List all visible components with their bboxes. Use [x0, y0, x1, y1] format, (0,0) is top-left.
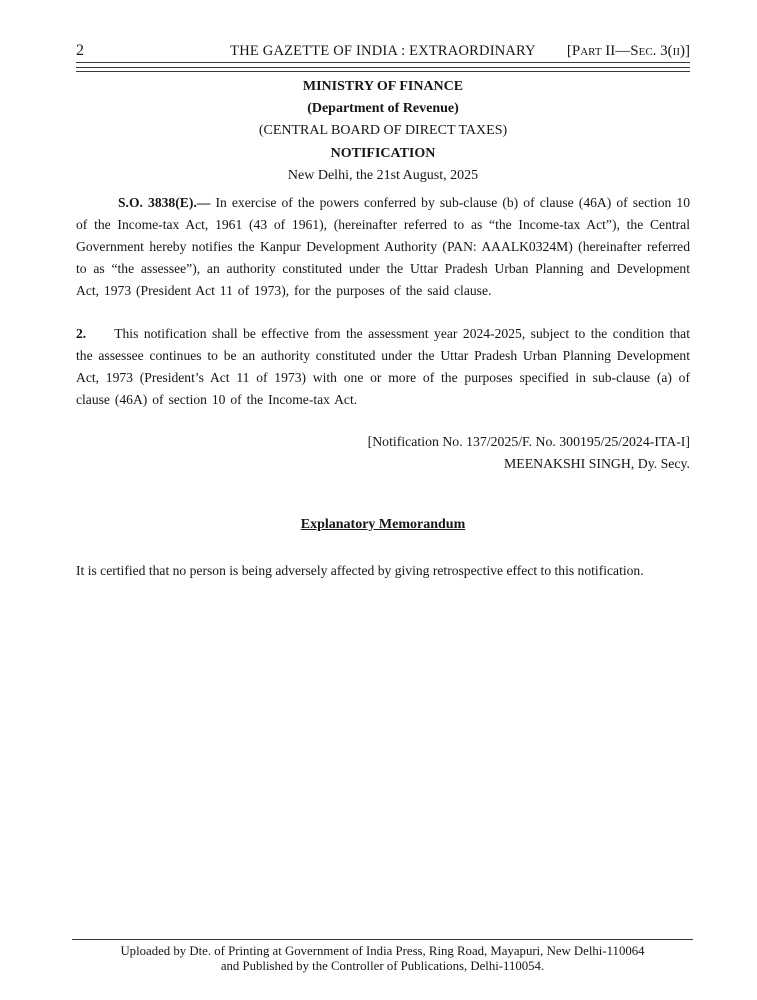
- signatory: MEENAKSHI SINGH, Dy. Secy.: [504, 456, 690, 471]
- part-section-ref: [Part II—Sec. 3(ii)]: [566, 43, 690, 59]
- gazette-title: THE GAZETTE OF INDIA : EXTRAORDINARY: [230, 43, 536, 59]
- footer-line-2: and Published by the Controller of Publications, Delhi-110054.: [220, 959, 545, 973]
- explanatory-memorandum-heading: Explanatory Memorandum: [300, 517, 466, 532]
- ministry-heading: MINISTRY OF FINANCE: [302, 79, 464, 94]
- board-heading: (CENTRAL BOARD OF DIRECT TAXES): [258, 123, 508, 138]
- header-rule-double: [76, 67, 690, 72]
- header-rule-thin: [76, 62, 690, 63]
- notification-heading: NOTIFICATION: [330, 146, 436, 161]
- page-header: [76, 42, 690, 60]
- effective-date-paragraph-text: This notification shall be effective from the assessment year 2024-2025, subject to the condition that the assessee continues to be an authority constituted under the Uttar Pradesh Urban Planning Development Act, 1973 (President’s Act 11 of 1973) with one or more of the purposes specified in sub-clause (a) of clause (46A) of section 10 of the Income-tax Act.: [76, 326, 690, 407]
- dateline: New Delhi, the 21st August, 2025: [287, 168, 479, 183]
- notification-paragraph: [76, 192, 690, 302]
- department-heading: (Department of Revenue): [307, 101, 459, 116]
- effective-date-paragraph: [76, 323, 690, 411]
- certification-text: It is certified that no person is being adversely affected by giving retrospective effect to this notification.: [76, 563, 644, 578]
- footer-line-1: Uploaded by Dte. of Printing at Government of India Press, Ring Road, Mayapuri, New Delhi-110064: [120, 944, 645, 958]
- paragraph-number-lead: 2.: [76, 326, 87, 341]
- page-number: 2: [76, 42, 84, 59]
- notification-paragraph-text: In exercise of the powers conferred by sub-clause (b) of clause (46A) of section 10 of the Income-tax Act, 1961 (43 of 1961), (hereinafter referred to as “the Income-tax Act”), the Central Government hereby notifies the Kanpur Development Authority (PAN: AAALK0324M) (hereinafter referred to as “the assessee”), an authority constituted under the Uttar Pradesh Urban Planning and Development Act, 1973 (President Act 11 of 1973), for the purposes of the said clause.: [76, 195, 690, 298]
- so-number-lead: S.O. 3838(E).—: [118, 195, 211, 210]
- page-footer: [72, 939, 693, 974]
- notification-ref: [Notification No. 137/2025/F. No. 300195/25/2024-ITA-I]: [367, 434, 690, 449]
